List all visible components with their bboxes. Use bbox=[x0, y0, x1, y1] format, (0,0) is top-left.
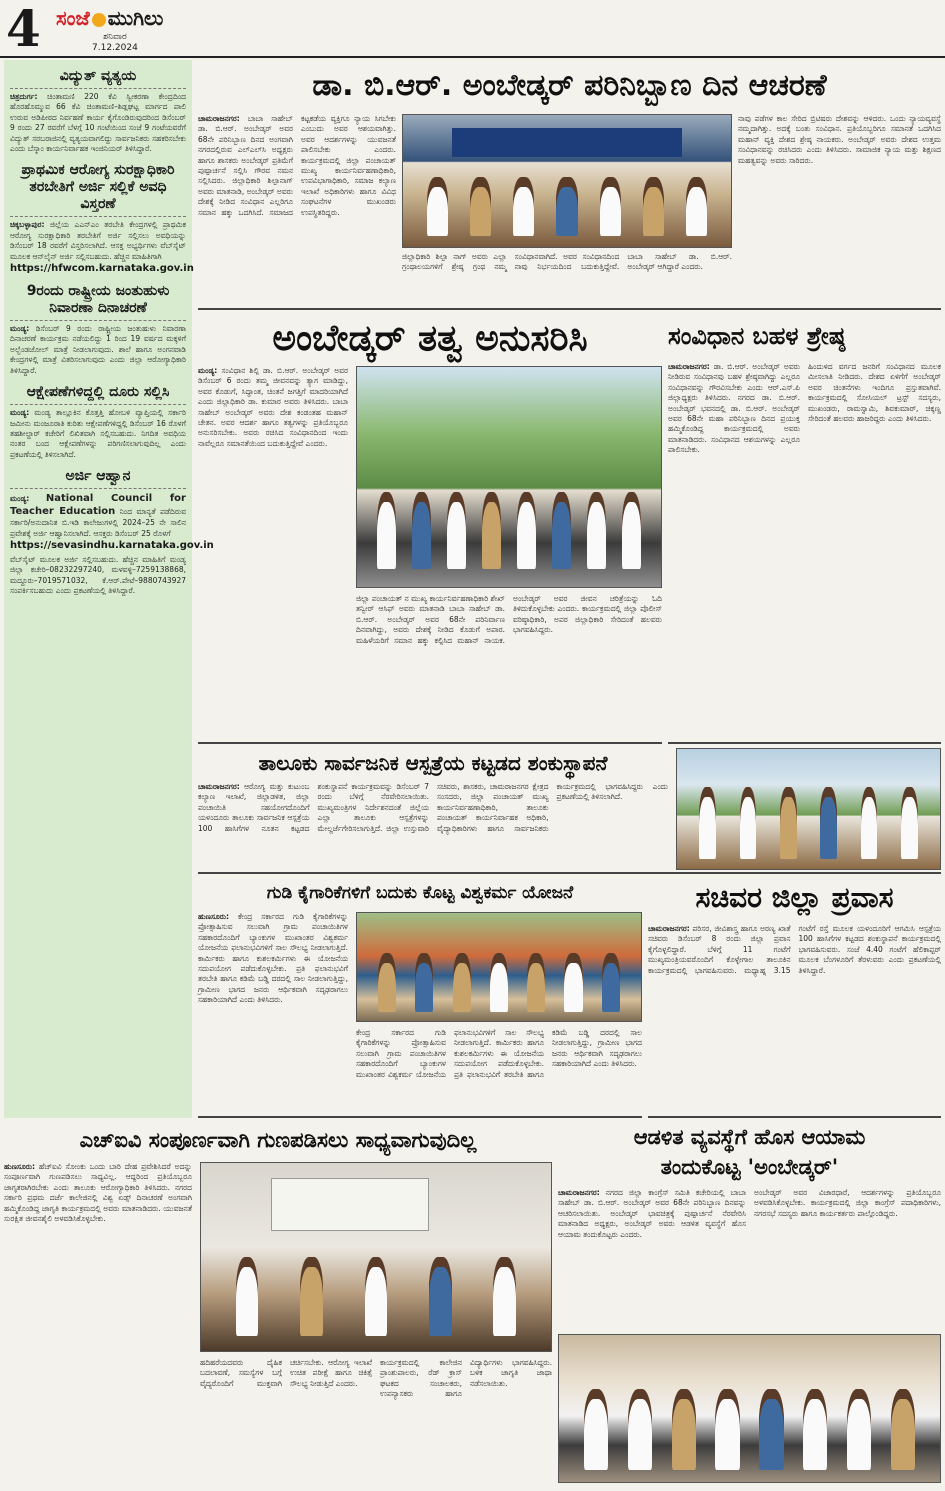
day: ಶನಿವಾರ bbox=[103, 32, 127, 42]
person bbox=[686, 177, 707, 236]
brief-body bbox=[10, 220, 186, 262]
headline: ಆಡಳಿತ ವ್ಯವಸ್ಥೆಗೆ ಹೊಸ ಆಯಾಮ bbox=[633, 1125, 866, 1149]
article-body: ಹಿಂದುಳಿದ ವರ್ಗದ ಜನರಿಗೆ ಸಂವಿಧಾನದ ಮೂಲಕ ಮೀಸಲಾತಿ ನೀಡಿದರು. ದೇಶದ ಏಳಿಗೆಗೆ ಅಂಬೇಡ್ಕರ್ ಅವರ ಚಿಂತನೆಗಳು ಇಂದಿಗೂ ಪ್ರಸ್ತುತವಾಗಿವೆ. ಕಾರ್ಯಕ್ರಮದಲ್ಲಿ ಸೋಸಿಯಲ್ ಟ್ರಸ್ಟ್ ಸದಸ್ಯರು, ಮುಖಂಡರು, ರಾಮಸ್ವಾಮಿ, ಶಿವಕುಮಾರ್, ಚಿಕ್ಕಣ್ಣ ಸೇರಿದಂತೆ ಹಲವರು ಹಾಜರಿದ್ದರು ಎಂದು ತಿಳಿಸಿದರು. bbox=[808, 362, 941, 424]
person bbox=[564, 953, 582, 1012]
brief-headline: 9ರಂದು ರಾಷ್ಟ್ರೀಯ ಜಂತುಹುಳು ನಿವಾರಣಾ ದಿನಾಚರಣೆ bbox=[10, 283, 186, 321]
dateline-place: ಚಾಮರಾಜನಗರ: bbox=[648, 924, 690, 933]
people-group bbox=[369, 492, 649, 569]
article-body bbox=[198, 114, 396, 306]
brief-text: ಮಂಡ್ಯ ತಾಲ್ಲೂಕಿನ ಕೊತ್ತತ್ತಿ ಹೋಬಳಿ ವ್ಯಾಪ್ತಿಯಲ್ಲಿ ಸರ್ಕಾರಿ ಜಮೀನು ಮಂಜೂರಾತಿ ಕುರಿತು ಆಕ್ಷೇಪಣೆಗಳಿದ್ದಲ್ಲಿ ಡಿಸೆಂಬರ್ 16 ರೊಳಗೆ ತಹಶೀಲ್ದಾರ್ ಕಚೇರಿಗೆ ಲಿಖಿತವಾಗಿ ಸಲ್ಲಿಸಬಹುದು. ನಿಗದಿತ ಅವಧಿಯ ನಂತರ ಬಂದ ಆಕ್ಷೇಪಣೆಗಳನ್ನು ಪರಿಗಣಿಸಲಾಗುವುದಿಲ್ಲ ಎಂದು ಪ್ರಕಟಣೆಯಲ್ಲಿ ತಿಳಿಸಲಾಗಿದೆ. bbox=[10, 408, 186, 459]
article-body bbox=[198, 782, 668, 870]
person bbox=[482, 492, 502, 569]
article-body: ಹದಿಹರೆಯದವರು ದೈಹಿಕ ಬದಲಾವಣೆ, ಸಮಸ್ಯೆಗಳ ಬಗ್ಗೆ ವೈದ್ಯರೊಂದಿಗೆ ಮುಕ್ತವಾಗಿ ಚರ್ಚಿಸಬೇಕು. ಆರೋಗ್ಯ ಇಲಾಖೆ ಉಚಿತ ಪರೀಕ್ಷೆ ಹಾಗೂ ಚಿಕಿತ್ಸೆ ಸೌಲಭ್ಯ ನೀಡುತ್ತಿದೆ ಎಂದರು. bbox=[200, 1358, 372, 1388]
council-name: National Council for Teacher Education bbox=[10, 493, 186, 518]
article-text: ಡಾ. ಬಿ.ಆರ್. ಅಂಬೇಡ್ಕರ್ ಅವರು ನೀಡಿರುವ ಸಂವಿಧಾನವು ಬಹಳ ಶ್ರೇಷ್ಠವಾಗಿದ್ದು ಎಲ್ಲರೂ ಸಂವಿಧಾನವನ್ನು ಗೌರವಿಸಬೇಕು ಎಂದು ಆರ್.ಎಸ್.ಪಿ ಜಿಲ್ಲಾಧ್ಯಕ್ಷರು ತಿಳಿಸಿದರು. ನಗರದ ಡಾ. ಬಿ.ಆರ್. ಅಂಬೇಡ್ಕರ್ ಭವನದಲ್ಲಿ ಡಾ. ಬಿ.ಆರ್. ಅಂಬೇಡ್ಕರ್ ಅವರ 68ನೇ ಮಹಾ ಪರಿನಿಬ್ಬಾಣ ದಿನದ ಪ್ರಯುಕ್ತ ಹಮ್ಮಿಕೊಂಡಿದ್ದ ಕಾರ್ಯಕ್ರಮದಲ್ಲಿ ಅವರು ಮಾತನಾಡಿದರು. ಸಂವಿಧಾನದ ಆಶಯಗಳನ್ನು ಎಲ್ಲರೂ ಪಾಲಿಸಬೇಕು. bbox=[668, 362, 800, 455]
brief-headline: ವಿದ್ಯುತ್ ವ್ಯತ್ಯಯ bbox=[10, 68, 186, 89]
people-group bbox=[688, 787, 930, 859]
person bbox=[493, 1257, 516, 1336]
website-link[interactable]: https://hfwcom.karnataka.gov.in bbox=[10, 263, 194, 275]
people-group bbox=[416, 177, 718, 236]
person bbox=[600, 177, 621, 236]
person bbox=[552, 492, 572, 569]
dateline-place: ಮಂಡ್ಯ: bbox=[10, 494, 30, 504]
person bbox=[622, 492, 642, 569]
headline: ಸಂವಿಧಾನ ಬಹಳ ಶ್ರೇಷ್ಠ bbox=[668, 322, 846, 350]
headline: ಡಾ. ಬಿ.ಆರ್. ಅಂಬೇಡ್ಕರ್ ಪರಿನಿಬ್ಬಾಣ ದಿನ ಆಚರಣೆ bbox=[312, 68, 827, 103]
article-body: ಅಂಬೇಡ್ಕರ್ ಅವರ ವಿಚಾರಧಾರೆ, ಆದರ್ಶಗಳನ್ನು ಪ್ರತಿಯೊಬ್ಬರೂ ಅಳವಡಿಸಿಕೊಳ್ಳಬೇಕು. ಕಾರ್ಯಕ್ರಮದಲ್ಲಿ ಜಿಲ್ಲಾ ಕಾಂಗ್ರೆಸ್ ಪದಾಧಿಕಾರಿಗಳು, ನಗರಸಭೆ ಸದಸ್ಯರು ಹಾಗೂ ಕಾರ್ಯಕರ್ತರು ಪಾಲ್ಗೊಂಡಿದ್ದರು. bbox=[754, 1188, 941, 1218]
article-body bbox=[648, 924, 941, 1114]
dateline-place: ಚಾಮರಾಜನಗರ: bbox=[558, 1188, 600, 1197]
logo-word-1: ಸಂಜೆ bbox=[56, 6, 90, 30]
article-text: ಹೆಚ್‌ಐವಿ ಸೋಂಕು ಒಂದು ಬಾರಿ ದೇಹ ಪ್ರವೇಶಿಸಿದರೆ ಅದನ್ನು ಸಂಪೂರ್ಣವಾಗಿ ಗುಣಪಡಿಸಲು ಸಾಧ್ಯವಿಲ್ಲ. ಆದ್ದರಿಂದ ಪ್ರತಿಯೊಬ್ಬರೂ ಜಾಗೃತರಾಗಿರಬೇಕು ಎಂದು ತಾಲೂಕು ಆರೋಗ್ಯಾಧಿಕಾರಿ ತಿಳಿಸಿದರು. ನಗರದ ಸರ್ಕಾರಿ ಪ್ರಥಮ ದರ್ಜೆ ಕಾಲೇಜಿನಲ್ಲಿ ವಿಶ್ವ ಏಡ್ಸ್ ದಿನಾಚರಣೆ ಅಂಗವಾಗಿ ಹಮ್ಮಿಕೊಂಡಿದ್ದ ಜಾಗೃತಿ ಕಾರ್ಯಕ್ರಮದಲ್ಲಿ ಅವರು ಮಾತನಾಡಿದರು. ಯುವಜನತೆ ಸುರಕ್ಷಿತ ಜೀವನಶೈಲಿ ಅಳವಡಿಸಿಕೊಳ್ಳಬೇಕು. bbox=[4, 1162, 192, 1224]
headline: ಅಂಬೇಡ್ಕರ್ ತತ್ವ ಅನುಸರಿಸಿ bbox=[272, 318, 588, 359]
logo-word-2: ಮುಗಿಲು bbox=[107, 6, 164, 30]
person bbox=[470, 177, 491, 236]
person bbox=[427, 177, 448, 236]
article-body bbox=[558, 1188, 746, 1328]
headline: ಗುಡಿ ಕೈಗಾರಿಕೆಗಳಿಗೆ ಬದುಕು ಕೊಟ್ಟ ವಿಶ್ವಕರ್ಮ ಯೋಜನೆ bbox=[266, 883, 574, 903]
article-text: ಆರೋಗ್ಯ ಮತ್ತು ಕುಟುಂಬ ಕಲ್ಯಾಣ ಇಲಾಖೆ, ಜಿಲ್ಲಾಡಳಿತ, ಜಿಲ್ಲಾ ಪಂಚಾಯಿತಿ ಸಹಯೋಗದೊಂದಿಗೆ ಯಳಂದೂರು ತಾಲೂಕು ಸಾರ್ವಜನಿಕ ಆಸ್ಪತ್ರೆಯ 100 ಹಾಸಿಗೆಗಳ ನೂತನ ಕಟ್ಟಡದ ಶಂಕುಸ್ಥಾಪನೆ ಕಾರ್ಯಕ್ರಮವನ್ನು ಡಿಸೆಂಬರ್ 7 ರಂದು ಬೆಳಿಗ್ಗೆ ನೆರವೇರಿಸಲಾಯಿತು. ಮುಖ್ಯಮಂತ್ರಿಗಳ ನಿರ್ದೇಶನದಂತೆ ಜಿಲ್ಲೆಯ ಎಲ್ಲಾ ತಾಲೂಕು ಆಸ್ಪತ್ರೆಗಳನ್ನು ಮೇಲ್ದರ್ಜೆಗೇರಿಸಲಾಗುತ್ತಿದೆ. ಜಿಲ್ಲಾ ಉಸ್ತುವಾರಿ ಸಚಿವರು, ಶಾಸಕರು, ಚಾಮರಾಜನಗರ ಕ್ಷೇತ್ರದ ಸಂಸದರು, ಜಿಲ್ಲಾ ಪಂಚಾಯತ್ ಮುಖ್ಯ ಕಾರ್ಯನಿರ್ವಹಣಾಧಿಕಾರಿ, ತಾಲೂಕು ಪಂಚಾಯತ್ ಕಾರ್ಯನಿರ್ವಾಹಕ ಅಧಿಕಾರಿ, ವೈದ್ಯಾಧಿಕಾರಿಗಳು ಹಾಗೂ ಸಾರ್ವಜನಿಕರು ಕಾರ್ಯಕ್ರಮದಲ್ಲಿ ಭಾಗವಹಿಸಿದ್ದರು ಎಂದು ಪ್ರಕಟಣೆಯಲ್ಲಿ ತಿಳಿಸಲಾಗಿದೆ. bbox=[198, 782, 668, 833]
dateline-place: ಚಾಮರಾಜನಗರ: bbox=[198, 782, 240, 791]
person bbox=[415, 953, 433, 1012]
person bbox=[699, 787, 716, 859]
article-body bbox=[4, 1162, 192, 1487]
person bbox=[901, 787, 918, 859]
article-body bbox=[198, 366, 348, 740]
brief-headline: ಪ್ರಾಥಮಿಕ ಆರೋಗ್ಯ ಸುರಕ್ಷಾಧಿಕಾರಿ ತರಬೇತಿಗೆ ಅರ್ಜಿ ಸಲ್ಲಿಕೆ ಅವಧಿ ವಿಸ್ತರಣೆ bbox=[10, 162, 186, 217]
ceremony-photo bbox=[402, 114, 732, 248]
brief-headline: ಆಕ್ಷೇಪಣೆಗಳಿದ್ದಲ್ಲಿ ದೂರು ಸಲ್ಲಿಸಿ bbox=[10, 384, 186, 405]
person bbox=[803, 1389, 828, 1470]
seminar-photo bbox=[200, 1162, 552, 1352]
person bbox=[453, 953, 471, 1012]
article-minister-tour bbox=[648, 878, 941, 1118]
dateline-place: ಮಂಡ್ಯ: bbox=[10, 408, 30, 418]
person bbox=[672, 1389, 697, 1470]
article-body: ಜಿಲ್ಲಾಧಿಕಾರಿ ಶಿಲ್ಪಾ ನಾಗ್ ಅವರು ಎಲ್ಲಾ ಗ್ರಂಥಾಲಯಗಳಿಗೆ ಶ್ರೇಷ್ಠ ಗ್ರಂಥ ನಮ್ಮ ಸಂವಿಧಾನವಾಗಿದೆ. ಅವರ ಸಂವಿಧಾನದಿಂದ ನಾವು ನಿರ್ಭಯದಿಂದ ಬದುಕುತ್ತಿದ್ದೇವೆ. ಬಾಬಾ ಸಾಹೇಬ್ ಡಾ. ಬಿ.ಆರ್. ಅಂಬೇಡ್ಕರ್ ಆಗಿದ್ದಾರೆ ಎಂದರು. bbox=[402, 252, 732, 272]
article-parinibbana bbox=[198, 60, 941, 310]
person bbox=[740, 787, 757, 859]
article-body bbox=[668, 362, 800, 740]
dateline-place: ಚಿತ್ರದುರ್ಗ: bbox=[10, 92, 38, 101]
article-body: ನಾವು ಪಡೆಗಳ ಕಾಲ ಸೇರಿದ ಬ್ರಿಟಿಷರು ದೇಶವನ್ನು ಆಳಿದರು. ಒಂದು ನ್ಯಾಯವ್ಯವಸ್ಥೆ ನಮ್ಮದಾಗಿತ್ತು. ಅದಕ್ಕೆ ಬಂತು ಸಂವಿಧಾನ. ಪ್ರತಿಯೊಬ್ಬರಿಗೂ ಸಮಾನತೆ ಒದಗಿಸಿದ ಮಹಾನ್ ವ್ಯಕ್ತಿ ದೇಶದ ಶ್ರೇಷ್ಠ ನಾಯಕರು. ಅಂಬೇಡ್ಕರ್ ಅವರು ದೇಶದ ಉತ್ತಮ ಸಂವಿಧಾನವನ್ನು ರಚಿಸಿದರು ಎಂದು ತಿಳಿಸಿದರು. ಸಾಮಾಜಿಕ ನ್ಯಾಯ ಮತ್ತು ಶಿಕ್ಷಣದ ಮಹತ್ವವನ್ನು ಅವರು ಸಾರಿದರು. bbox=[738, 114, 941, 165]
candle-tribute-photo bbox=[558, 1334, 941, 1483]
people-group bbox=[368, 953, 629, 1012]
newspaper-logo bbox=[56, 6, 163, 30]
article-text: ಸಂವಿಧಾನ ಶಿಲ್ಪಿ ಡಾ. ಬಿ.ಆರ್. ಅಂಬೇಡ್ಕರ್ ಅವರ ಡಿಸೆಂಬರ್ 6 ರಂದು ತಮ್ಮ ಜೀವನವನ್ನು ತ್ಯಾಗ ಮಾಡಿದ್ದು, ಅವರ ಕೊಡುಗೆ, ಸಿದ್ಧಾಂತ, ಚಿಂತನೆ ಜಗತ್ತಿಗೆ ಮಾದರಿಯಾಗಿದೆ ಎಂದು ಜಿಲ್ಲಾಧಿಕಾರಿ ಡಾ. ಕುಮಾರ ಅವರು ತಿಳಿಸಿದರು. ಬಾಬಾ ಸಾಹೇಬ್ ಅಂಬೇಡ್ಕರ್ ಅವರು ದೇಶ ಕಂಡಂತಹ ಮಹಾನ್ ಚೇತನ. ಅವರ ಆದರ್ಶ ಹಾಗೂ ತತ್ವಗಳನ್ನು ಪ್ರತಿಯೊಬ್ಬರೂ ಅನುಸರಿಸಬೇಕು. ಅವರು ರಚಿಸಿದ ಸಂವಿಧಾನದಿಂದ ಇಂದು ನಾವೆಲ್ಲರೂ ಸಮಾನತೆಯಿಂದ ಬದುಕುತ್ತಿದ್ದೇವೆ ಎಂದರು. bbox=[198, 366, 348, 448]
brief-body bbox=[10, 324, 186, 376]
article-text: ಪರಿಸರ, ಜೀವಿಶಾಸ್ತ್ರ ಹಾಗೂ ಅರಣ್ಯ ಖಾತೆ ಸಚಿವರು ಡಿಸೆಂಬರ್ 8 ರಂದು ಜಿಲ್ಲಾ ಪ್ರವಾಸ ಕೈಗೊಳ್ಳಲಿದ್ದಾರೆ. ಬೆಳಿಗ್ಗೆ 11 ಗಂಟೆಗೆ ಮುಖ್ಯಮಂತ್ರಿಯವರೊಂದಿಗೆ ಕೊಳ್ಳೇಗಾಲ ತಾಲೂಕಿನ ಕಾರ್ಯಕ್ರಮದಲ್ಲಿ ಭಾಗವಹಿಸುವರು. ಮಧ್ಯಾಹ್ನ 3.15 ಗಂಟೆಗೆ ರಸ್ತೆ ಮೂಲಕ ಯಳಂದೂರಿಗೆ ಆಗಮಿಸಿ ಆಸ್ಪತ್ರೆಯ 100 ಹಾಸಿಗೆಗಳ ಕಟ್ಟಡದ ಶಂಕುಸ್ಥಾಪನೆ ಕಾರ್ಯಕ್ರಮದಲ್ಲಿ ಭಾಗವಹಿಸುವರು. ಸಂಜೆ 4.40 ಗಂಟೆಗೆ ಹೆಲಿಕಾಪ್ಟರ್ ಮೂಲಕ ಬೆಂಗಳೂರಿಗೆ ತೆರಳುವರು ಎಂದು ಪ್ರಕಟಣೆಯಲ್ಲಿ ತಿಳಿಸಿದ್ದಾರೆ. bbox=[648, 924, 941, 975]
brief-text: ನಿಂದ ಮಾನ್ಯತೆ ಪಡೆದಿರುವ ಸರ್ಕಾರಿ/ಅನುದಾನಿತ ಬಿ.ಇಡಿ ಕಾಲೇಜುಗಳಲ್ಲಿ 2024–25 ನೇ ಸಾಲಿನ ಪ್ರವೇಶಕ್ಕೆ ಅರ್ಜಿ ಆಹ್ವಾನಿಸಲಾಗಿದೆ. ಆಸಕ್ತರು ಡಿಸೆಂಬರ್ 25 ರೊಳಗೆ bbox=[10, 507, 187, 538]
person bbox=[377, 492, 397, 569]
person bbox=[715, 1389, 740, 1470]
person bbox=[847, 1389, 872, 1470]
headline: ತಾಲೂಕು ಸಾರ್ವಜನಿಕ ಆಸ್ಪತ್ರೆಯ ಕಟ್ಟಡದ ಶಂಕುಸ್ಥಾಪನೆ bbox=[258, 751, 608, 775]
person bbox=[820, 787, 837, 859]
person bbox=[759, 1389, 784, 1470]
person bbox=[891, 1389, 916, 1470]
person bbox=[587, 492, 607, 569]
people-group bbox=[215, 1257, 537, 1336]
tree-planting-photo bbox=[676, 748, 941, 870]
article-constitution bbox=[668, 314, 941, 744]
article-body: ಕಾರ್ಯಕ್ರಮದಲ್ಲಿ ಕಾಲೇಜಿನ ಪ್ರಾಂಶುಪಾಲರು, ರೆಡ್ ಕ್ರಾಸ್ ಘಟಕದ ಸಂಚಾಲಕರು, ಉಪನ್ಯಾಸಕರು ಹಾಗೂ ವಿದ್ಯಾರ್ಥಿಗಳು ಭಾಗವಹಿಸಿದ್ದರು. ಬಳಿಕ ಜಾಗೃತಿ ಜಾಥಾ ನಡೆಸಲಾಯಿತು. bbox=[380, 1358, 552, 1399]
person bbox=[447, 492, 467, 569]
article-hiv-awareness bbox=[4, 1122, 552, 1487]
event-banner bbox=[452, 128, 682, 157]
dateline bbox=[92, 32, 138, 54]
headline: ಸಚಿವರ ಜಿಲ್ಲಾ ಪ್ರವಾಸ bbox=[695, 881, 894, 914]
person bbox=[628, 1389, 653, 1470]
article-ambedkar-administration bbox=[558, 1122, 941, 1487]
person bbox=[412, 492, 432, 569]
dateline-place: ಹುಣಸೂರು: bbox=[198, 912, 230, 921]
person bbox=[584, 1389, 609, 1470]
person bbox=[527, 953, 545, 1012]
article-text: ಕೇಂದ್ರ ಸರ್ಕಾರದ ಗುಡಿ ಕೈಗಾರಿಕೆಗಳನ್ನು ಪ್ರೋತ್ಸಾಹಿಸುವ ಸಲುವಾಗಿ ಗ್ರಾಮ ಪಂಚಾಯಿತಿಗಳ ಸಹಕಾರದೊಂದಿಗೆ ಬ್ಯಾಂಕುಗಳ ಮುಖಾಂತರ ವಿಶ್ವಕರ್ಮ ಯೋಜನೆಯ ಫಲಾನುಭವಿಗಳಿಗೆ ಸಾಲ ಸೌಲಭ್ಯ ನೀಡಲಾಗುತ್ತಿದೆ. ಕಾರ್ಮಿಕರು ಹಾಗೂ ಕುಶಲಕರ್ಮಿಗಳು ಈ ಯೋಜನೆಯ ಸದುಪಯೋಗ ಪಡೆದುಕೊಳ್ಳಬೇಕು. ಪ್ರತಿ ಫಲಾನುಭವಿಗೆ ತರಬೇತಿ ಹಾಗೂ ಕಡಿಮೆ ಬಡ್ಡಿ ದರದಲ್ಲಿ ಸಾಲ ನೀಡಲಾಗುತ್ತಿದ್ದು, ಗ್ರಾಮೀಣ ಭಾಗದ ಜನರು ಆರ್ಥಿಕವಾಗಿ ಸದೃಢರಾಗಲು ಸಹಕಾರಿಯಾಗಿದೆ ಎಂದು ತಿಳಿಸಿದರು. bbox=[198, 912, 348, 1005]
brief-headline: ಅರ್ಜಿ ಆಹ್ವಾನ bbox=[10, 468, 186, 489]
dateline-place: ಚಿಕ್ಕಬಳ್ಳಾಪುರ: bbox=[10, 220, 45, 230]
person bbox=[861, 787, 878, 859]
brief-text: ವೆಬ್‌ಸೈಟ್ ಮೂಲಕ ಅರ್ಜಿ ಸಲ್ಲಿಸಬಹುದು. ಹೆಚ್ಚಿನ ಮಾಹಿತಿಗೆ ಮಂಡ್ಯ ಜಿಲ್ಲಾ ಕಚೇರಿ–08232297240, ಮಳವಳ್ಳಿ–7259138868, ಮದ್ದೂರು–7019571032, ಕೆ.ಆರ್.ಪೇಟೆ–9880743927 ಸಂಪರ್ಕಿಸಬಹುದು ಎಂದು ಪ್ರಕಟಣೆಯಲ್ಲಿ ತಿಳಿಸಿದ್ದಾರೆ. bbox=[10, 554, 186, 596]
date: 7.12.2024 bbox=[92, 43, 138, 53]
person bbox=[556, 177, 577, 236]
beneficiaries-photo bbox=[356, 912, 642, 1022]
page-number: 4 bbox=[6, 0, 41, 58]
dateline-place: ಮಂಡ್ಯ: bbox=[198, 366, 218, 375]
brief-text: ಚಿಂತಾಮಣಿ 220 ಕೆವಿ ಸ್ವೀಕರಣಾ ಕೇಂದ್ರದಿಂದ ಹೊರಹೊಮ್ಮುವ 66 ಕೆವಿ ಚಿಂತಾಮಣಿ–ಶಿಡ್ಲಘಟ್ಟ ಮಾರ್ಗದ ಪಾಲಿ ಉರುವ ಅಡಿಪೀಠದ ನಿರ್ವಹಣೆ ಕಾರ್ಯ ಕೈಗೊಂಡಿರುವುದರಿಂದ ಡಿಸೆಂಬರ್ 9 ರಂದು 27 ರವರೆಗೆ ಬೆಳಗ್ಗೆ 10 ಗಂಟೆಯಿಂದ ಸಂಜೆ 9 ಗಂಟೆಯವರೆಗೆ ವಿದ್ಯುತ್ ಸರಬರಾಜಿನಲ್ಲಿ ವ್ಯತ್ಯಯವಾಗಲಿದ್ದು ಸಾರ್ವಜನಿಕರು ಸಹಕರಿಸಬೇಕು ಎಂದು ಬೆಸ್ಕಾಂ ಕಾರ್ಯನಿರ್ವಾಹಕ ಇಂಜಿನಿಯರ್ ತಿಳಿಸಿದ್ದಾರೆ. bbox=[10, 92, 186, 154]
dateline-place: ಮಂಡ್ಯ: bbox=[10, 324, 30, 334]
article-follow-ambedkar bbox=[198, 314, 662, 744]
dateline-place: ಚಾಮರಾಜನಗರ: bbox=[198, 114, 240, 123]
person bbox=[643, 177, 664, 236]
projector-screen bbox=[271, 1178, 429, 1231]
sun-icon bbox=[92, 13, 106, 27]
person bbox=[517, 492, 537, 569]
article-hospital-foundation bbox=[198, 748, 941, 874]
person bbox=[513, 177, 534, 236]
person bbox=[300, 1257, 323, 1336]
dateline-place: ಚಾಮರಾಜನಗರ: bbox=[668, 362, 710, 371]
article-body bbox=[198, 912, 348, 1114]
headline: ಎಚ್‌ಐವಿ ಸಂಪೂರ್ಣವಾಗಿ ಗುಣಪಡಿಸಲು ಸಾಧ್ಯವಾಗುವುದಿಲ್ಲ bbox=[79, 1128, 477, 1152]
person bbox=[780, 787, 797, 859]
article-body: ಕೇಂದ್ರ ಸರ್ಕಾರದ ಗುಡಿ ಕೈಗಾರಿಕೆಗಳನ್ನು ಪ್ರೋತ್ಸಾಹಿಸುವ ಸಲುವಾಗಿ ಗ್ರಾಮ ಪಂಚಾಯಿತಿಗಳ ಸಹಕಾರದೊಂದಿಗೆ ಬ್ಯಾಂಕುಗಳ ಮುಖಾಂತರ ವಿಶ್ವಕರ್ಮ ಯೋಜನೆಯ ಫಲಾನುಭವಿಗಳಿಗೆ ಸಾಲ ಸೌಲಭ್ಯ ನೀಡಲಾಗುತ್ತಿದೆ. ಕಾರ್ಮಿಕರು ಹಾಗೂ ಕುಶಲಕರ್ಮಿಗಳು ಈ ಯೋಜನೆಯ ಸದುಪಯೋಗ ಪಡೆದುಕೊಳ್ಳಬೇಕು. ಪ್ರತಿ ಫಲಾನುಭವಿಗೆ ತರಬೇತಿ ಹಾಗೂ ಕಡಿಮೆ ಬಡ್ಡಿ ದರದಲ್ಲಿ ಸಾಲ ನೀಡಲಾಗುತ್ತಿದ್ದು, ಗ್ರಾಮೀಣ ಭಾಗದ ಜನರು ಆರ್ಥಿಕವಾಗಿ ಸದೃಢರಾಗಲು ಸಹಕಾರಿಯಾಗಿದೆ ಎಂದು ತಿಳಿಸಿದರು. bbox=[356, 1028, 642, 1079]
brief-text: ಡಿಸೆಂಬರ್ 9 ರಂದು ರಾಷ್ಟ್ರೀಯ ಜಂತುಹುಳು ನಿವಾರಣಾ ದಿನಾಚರಣೆ ಕಾರ್ಯಕ್ರಮ ನಡೆಯಲಿದ್ದು 1 ರಿಂದ 19 ವರ್ಷದ ಮಕ್ಕಳಿಗೆ ಅಲ್ಬೆಂಡಜೋಲ್ ಮಾತ್ರೆ ನೀಡಲಾಗುವುದು. ಶಾಲೆ ಹಾಗೂ ಅಂಗನವಾಡಿ ಕೇಂದ್ರಗಳಲ್ಲಿ ಮಾತ್ರೆ ವಿತರಿಸಲಾಗುವುದು ಎಂದು ಜಿಲ್ಲಾ ಆರೋಗ್ಯಾಧಿಕಾರಿ ತಿಳಿಸಿದ್ದಾರೆ. bbox=[10, 324, 186, 375]
brief-body bbox=[10, 92, 186, 154]
article-body: ಜಿಲ್ಲಾ ಪಂಚಾಯತ್ ನ ಮುಖ್ಯ ಕಾರ್ಯನಿರ್ವಹಣಾಧಿಕಾರಿ ಶೇಖ್ ತನ್ವೀರ್ ಆಸಿಫ್ ಅವರು ಮಾತನಾಡಿ ಬಾಬಾ ಸಾಹೇಬ್ ಡಾ. ಬಿ.ಆರ್. ಅಂಬೇಡ್ಕರ್ ಅವರ 68ನೇ ಪರಿನಿರ್ವಾಣ ದಿನವಾಗಿದ್ದು, ಅವರು ದೇಶಕ್ಕೆ ನೀಡಿದ ಕೊಡುಗೆ ಅಪಾರ. ಮಹಿಳೆಯರಿಗೆ ಸಮಾನ ಹಕ್ಕು ಕಲ್ಪಿಸಿದ ಮಹಾನ್ ನಾಯಕ. ಅಂಬೇಡ್ಕರ್ ಅವರ ಜೀವನ ಚರಿತ್ರೆಯನ್ನು ಓದಿ ತಿಳಿದುಕೊಳ್ಳಬೇಕು ಎಂದರು. ಕಾರ್ಯಕ್ರಮದಲ್ಲಿ ಜಿಲ್ಲಾ ಪೊಲೀಸ್ ವರಿಷ್ಠಾಧಿಕಾರಿ, ಅಪರ ಜಿಲ್ಲಾಧಿಕಾರಿ ಸೇರಿದಂತೆ ಹಲವರು ಭಾಗವಹಿಸಿದ್ದರು. bbox=[356, 594, 662, 645]
people-group bbox=[574, 1389, 925, 1470]
headline-line-2: ತಂದುಕೊಟ್ಟ 'ಅಂಬೇಡ್ಕರ್' bbox=[660, 1155, 839, 1179]
person bbox=[490, 953, 508, 1012]
brief-body bbox=[10, 408, 186, 460]
article-vishwakarma-scheme bbox=[198, 878, 642, 1118]
dateline-place: ಹುಣಸೂರು: bbox=[4, 1162, 36, 1171]
article-text: ಬಾಬಾ ಸಾಹೇಬ್ ಡಾ. ಬಿ.ಆರ್. ಅಂಬೇಡ್ಕರ್ ಅವರ 68ನೇ ಪರಿನಿಬ್ಬಾಣ ದಿನದ ಅಂಗವಾಗಿ ನಗರದಲ್ಲಿರುವ ಎಲ್‌ಎಲ್‌ಸಿ ಅಧ್ಯಕ್ಷರು ಹಾಗೂ ಶಾಸಕರು ಅಂಬೇಡ್ಕರ್ ಪ್ರತಿಮೆಗೆ ಪುಷ್ಪಾರ್ಚನೆ ಸಲ್ಲಿಸಿ ಗೌರವ ನಮನ ಸಲ್ಲಿಸಿದರು. ಜಿಲ್ಲಾಧಿಕಾರಿ ಶಿಲ್ಪಾನಾಗ್ ಅವರು ಮಾತನಾಡಿ, ಅಂಬೇಡ್ಕರ್ ಅವರು ದೇಶಕ್ಕೆ ನೀಡಿದ ಸಂವಿಧಾನ ಎಲ್ಲರಿಗೂ ಸಮಾನ ಹಕ್ಕು ಒದಗಿಸಿದೆ. ಸಮಾಜದ ಕಟ್ಟಕಡೆಯ ವ್ಯಕ್ತಿಗೂ ನ್ಯಾಯ ಸಿಗಬೇಕು ಎಂಬುದು ಅವರ ಆಶಯವಾಗಿತ್ತು. ಅವರ ಆದರ್ಶಗಳನ್ನು ಯುವಜನತೆ ಪಾಲಿಸಬೇಕು ಎಂದರು. ಕಾರ್ಯಕ್ರಮದಲ್ಲಿ ಜಿಲ್ಲಾ ಪಂಚಾಯತ್ ಮುಖ್ಯ ಕಾರ್ಯನಿರ್ವಹಣಾಧಿಕಾರಿ, ಉಪವಿಭಾಗಾಧಿಕಾರಿ, ಸಮಾಜ ಕಲ್ಯಾಣ ಇಲಾಖೆ ಅಧಿಕಾರಿಗಳು ಹಾಗೂ ವಿವಿಧ ಸಂಘಟನೆಗಳ ಮುಖಂಡರು ಉಪಸ್ಥಿತರಿದ್ದರು. bbox=[198, 114, 396, 217]
masthead bbox=[0, 0, 945, 58]
person bbox=[365, 1257, 388, 1336]
website-link[interactable]: https://sevasindhu.karnataka.gov.in bbox=[10, 539, 214, 551]
group-photo bbox=[356, 366, 662, 588]
person bbox=[378, 953, 396, 1012]
person bbox=[602, 953, 620, 1012]
person bbox=[236, 1257, 259, 1336]
brief-text: ಜಿಲ್ಲೆಯ ಎಎನ್‌ಎಂ ತರಬೇತಿ ಕೇಂದ್ರಗಳಲ್ಲಿ ಪ್ರಾಥಮಿಕ ಆರೋಗ್ಯ ಸುರಕ್ಷಾಧಿಕಾರಿ ತರಬೇತಿಗೆ ಅರ್ಜಿ ಸಲ್ಲಿಸಲು ಅವಧಿಯನ್ನು ಡಿಸೆಂಬರ್ 18 ರವರೆಗೆ ವಿಸ್ತರಿಸಲಾಗಿದೆ. ಆಸಕ್ತ ಅಭ್ಯರ್ಥಿಗಳು ವೆಬ್‌ಸೈಟ್ ಮೂಲಕ ಆನ್‌ಲೈನ್ ಅರ್ಜಿ ಸಲ್ಲಿಸಬಹುದು. ಹೆಚ್ಚಿನ ಮಾಹಿತಿಗಾಗಿ bbox=[10, 220, 186, 261]
article-text: ನಗರದ ಜಿಲ್ಲಾ ಕಾಂಗ್ರೆಸ್ ಸಮಿತಿ ಕಚೇರಿಯಲ್ಲಿ ಬಾಬಾ ಸಾಹೇಬ್ ಡಾ. ಬಿ.ಆರ್. ಅಂಬೇಡ್ಕರ್ ಅವರ 68ನೇ ಪರಿನಿಬ್ಬಾಣ ದಿನವನ್ನು ಆಚರಿಸಲಾಯಿತು. ಅಂಬೇಡ್ಕರ್ ಭಾವಚಿತ್ರಕ್ಕೆ ಪುಷ್ಪಾರ್ಚನೆ ನೆರವೇರಿಸಿ ಮಾತನಾಡಿದ ಅಧ್ಯಕ್ಷರು, ಅಂಬೇಡ್ಕರ್ ಅವರು ಆಡಳಿತ ವ್ಯವಸ್ಥೆಗೆ ಹೊಸ ಆಯಾಮ ತಂದುಕೊಟ್ಟರು ಎಂದರು. bbox=[558, 1188, 746, 1239]
brief-body bbox=[10, 492, 186, 539]
person bbox=[429, 1257, 452, 1336]
